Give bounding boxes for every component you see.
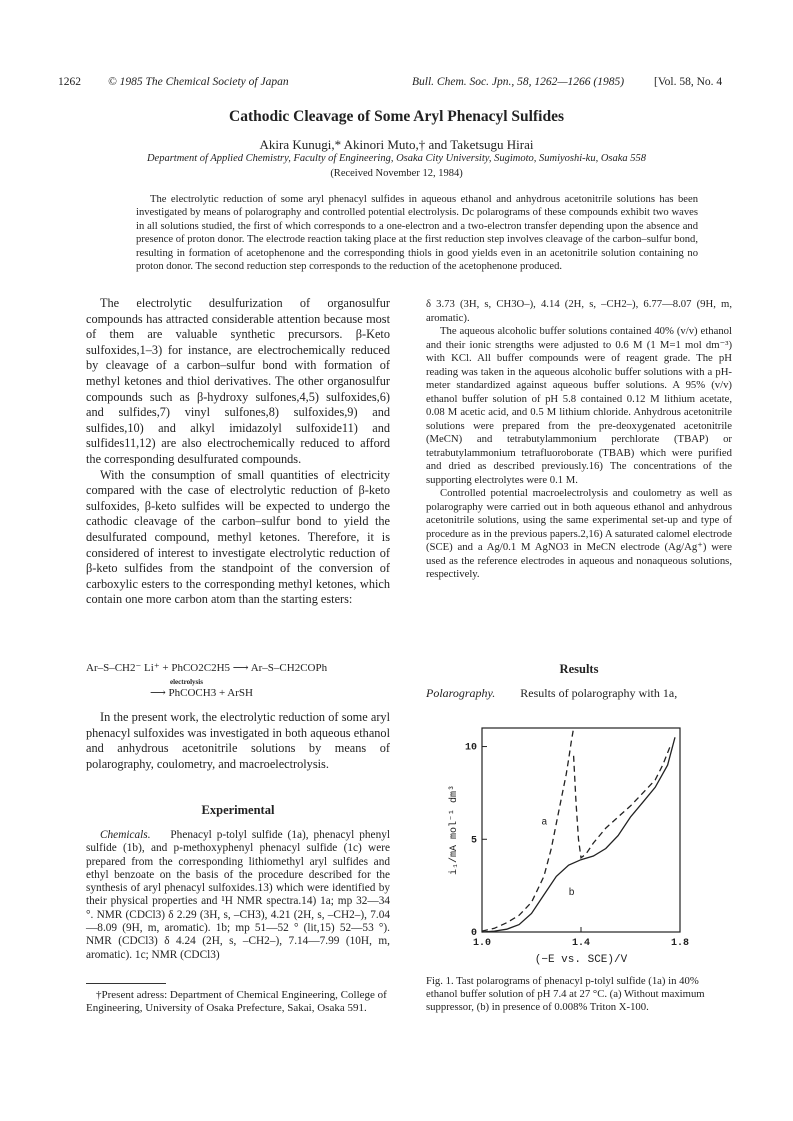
intro-paragraph-1: The electrolytic desulfurization of organosulfur compounds has attracted considerable attention because most of them are valuable synthetic precursors. β-Keto sulfoxides,1–3) for instance, are electrochemically reduced by cleavage of a carbon–sulfur bond with formation of methyl ketones and thiol derivatives. The other organosulfur compounds such as β-hydroxy sulfones,4,5) sulfoxides,6) and sulfides,7) vinyl sulfones,8) sulfoxides,9) and sulfides,10) and alkyl imidazolyl sulfoxide11) and sulfides11,12) are also electrochemically reduced to afford the corresponding desulfurated compounds. <box>86 296 390 466</box>
right-column <box>426 298 732 582</box>
series-a-annotation: a <box>541 817 548 829</box>
footnote-rule <box>86 983 166 984</box>
polarography-label: Polarography. <box>426 686 496 700</box>
intro-paragraph-3 <box>86 710 390 772</box>
received-date: (Received November 12, 1984) <box>330 168 463 179</box>
y-tick-label: 5 <box>470 835 477 847</box>
experimental-heading: Experimental <box>201 803 275 817</box>
y-tick-label: 10 <box>464 742 477 754</box>
y-tick-label: 0 <box>470 928 477 939</box>
copyright: © 1985 The Chemical Society of Japan <box>108 76 289 88</box>
chemicals-text: Phenacyl p-tolyl sulfide (1a), phenacyl phenyl sulfide (1b), and p-methoxyphenyl phenacyl sulfide (1c) were prepared from the corresponding lithiomethyl aryl sulfides and ethyl benzoate on the basis of the procedure described for the synthesis of aryl phenacyl sulfoxides.13) which were identified by their physical properties and ¹H NMR spectra.14) 1a; mp 32—34 °. NMR (CDCl3) δ 2.29 (3H, s, –CH3), 4.21 (2H, s, –CH2–), 7.04—8.09 (9H, m, aromatic). 1b; mp 51—52 ° (lit,15) 52—53 °). NMR (CDCl3) δ 4.24 (2H, s, –CH2–), 7.14—7.99 (10H, m, aromatic). 1c; NMR (CDCl3) <box>86 829 391 961</box>
chemicals-paragraph <box>86 829 390 962</box>
nmr-continuation: δ 3.73 (3H, s, CH3O–), 4.14 (2H, s, –CH2–), 6.77—8.07 (9H, m, aromatic). <box>426 298 732 324</box>
page-number: 1262 <box>58 76 81 88</box>
left-column <box>86 296 390 608</box>
figure-1-caption: Fig. 1. Tast polarograms of phenacyl p-tolyl sulfide (1a) in 40% ethanol buffer solution of pH 7.4 at 27 °C. (a) Without maximum suppressor, (b) in presence of 0.008% Triton X-100. <box>426 975 705 1013</box>
department: Department of Applied Chemistry, Faculty of Engineering, Osaka City University, Sugimoto, Sumiyoshi-ku, Osaka 558 <box>146 153 647 164</box>
x-tick-label: 1.0 <box>472 938 492 949</box>
equation-1: Ar–S–CH2⁻ Li⁺ + PhCO2C2H5 ⟶ Ar–S–CH2COPh <box>86 662 328 674</box>
abstract: The electrolytic reduction of some aryl phenacyl sulfides in aqueous ethanol and anhydrous acetonitrile solutions has been investigated by means of polarography and controlled potential electrolysis. Dc polarograms of these compounds exhibit two waves in all solutions studied, the first of which corresponds to a one-electron and a two-electron transfer depending upon the absence and presence of proton donor. The electrode reaction taking place at the first reduction step involves cleavage of the carbon–sulfur bond, resulting in formation of acetophenone and the corresponding thiols in good yields even in an acetonitrile solution containing no proton donor. The second reduction step corresponds to the reduction of the acetophenone produced. <box>136 194 698 273</box>
x-tick-label: 1.8 <box>670 938 690 949</box>
footnote: †Present adress: Department of Chemical Engineering, College of Engineering, University of Osaka Prefecture, Sakai, Osaka 591. <box>86 989 387 1014</box>
volume-info: [Vol. 58, No. 4 <box>654 76 723 88</box>
series-b-annotation: b <box>568 887 575 899</box>
series-b-line-2 <box>482 737 675 932</box>
x-axis-label: (−E vs. SCE)/V <box>534 954 628 966</box>
intro-text-3: In the present work, the electrolytic reduction of some aryl phenacyl sulfoxides was investigated in both aqueous ethanol and anhydrous acetonitrile solutions by means of polarography, coulometry, and macroelectrolysis. <box>86 710 390 771</box>
y-axis-label: i₁/mA mol⁻¹ dm³ <box>449 784 460 876</box>
series-a-line-0 <box>482 728 574 931</box>
intro-paragraph-2: With the consumption of small quantities of electricity compared with the case of electrolytic reduction of β-keto sulfoxides, β-keto sulfides will be expected to undergo the cathodic cleavage of the carbon–sulfur bond to yield the desulfurated compound, methyl ketones. Therefore, it is considered of interest to investigate electrolytic reduction of β-keto sulfides from the standpoint of the conversion of carboxylic esters to the corresponding methyl ketones, which contain one more carbon atom than the starting esters: <box>86 467 390 607</box>
figure-1-chart <box>430 710 720 975</box>
x-tick-label: 1.4 <box>571 938 591 949</box>
controlled-paragraph: Controlled potential macroelectrolysis and coulometry as well as polarography were carried out in both aqueous ethanol and anhydrous acetonitrile solutions, using the same experimental set-up and type of procedure as in the previous papers.2,16) A saturated calomel electrode (SCE) and a Ag/0.1 M AgNO3 in MeCN electrode (Ag/Ag⁺) were used as the reference electrodes in aqueous and nonaqueous solutions, respectively. <box>426 487 732 580</box>
plot-frame <box>482 728 680 932</box>
paper-title: Cathodic Cleavage of Some Aryl Phenacyl Sulfides <box>229 108 564 125</box>
series-a-line-1 <box>574 747 671 858</box>
equation-2: ⟶ PhCOCH3 + ArSH <box>150 687 253 699</box>
polarography-line <box>426 686 677 701</box>
buffer-paragraph: The aqueous alcoholic buffer solutions contained 40% (v/v) ethanol and their ionic strengths were adjusted to 0.6 M (1 M=1 mol dm⁻³) with KCl. All buffer compounds were of reagent grade. The pH reading was taken in the aqueous alcoholic buffer solutions with a pH-meter standardized against aqueous buffer solutions. A 95% (v/v) ethanol buffer solution of pH 5.8 contained 0.12 M lithium acetate, 0.08 M acetic acid, and 0.5 M lithium chloride. Anhydrous acetonitrile solutions were prepared from the pre-deoxygenated acetonitrile (MeCN) and tetrabutylammonium perchlorate (TBAP) or tetrabutylammonium tetrafluoroborate (TBAB) which were purified and dried as described previously.16) The concentrations of the supporting electrolytes were 0.1 M. <box>426 325 732 486</box>
results-heading: Results <box>559 662 599 676</box>
chemicals-label: Chemicals. <box>100 829 151 841</box>
polarography-text: Results of polarography with 1a, <box>520 686 678 700</box>
journal-citation: Bull. Chem. Soc. Jpn., 58, 1262—1266 (1985) <box>412 76 625 88</box>
authors: Akira Kunugi,* Akinori Muto,† and Taketsugu Hirai <box>259 137 534 152</box>
equation-label: electrolysis <box>170 678 203 686</box>
